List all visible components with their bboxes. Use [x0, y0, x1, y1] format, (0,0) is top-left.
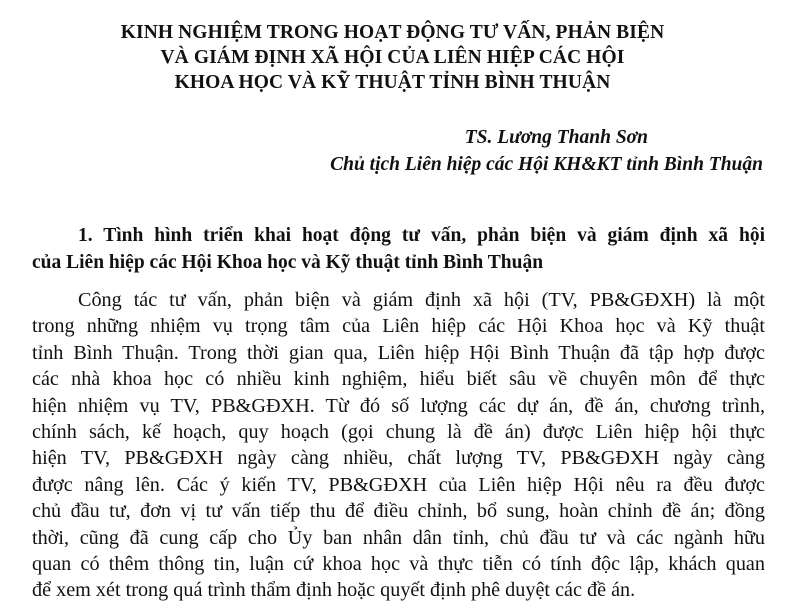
paragraph-line: các nhà khoa học có nhiều kinh nghiệm, hiểu biết sâu về chuyên môn để thực: [32, 368, 765, 391]
author-name: TS. Lương Thanh Sơn: [464, 127, 648, 148]
paragraph-line: hiện nhiệm vụ TV, PB&GĐXH. Từ đó số lượng các dự án, đề án, chương trình,: [32, 394, 765, 417]
paragraph-line: chính sách, kế hoạch, quy hoạch (gọi chung là đề án) được Liên hiệp hội thực: [32, 421, 765, 444]
section-heading: [32, 222, 765, 276]
title-line: KINH NGHIỆM TRONG HOẠT ĐỘNG TƯ VẤN, PHẢN BIỆN: [120, 22, 665, 43]
paragraph-line: chủ đầu tư, đơn vị tư vấn tiếp thu để điều chỉnh, bổ sung, hoàn chỉnh đề án; đồng: [32, 500, 765, 523]
title-line: KHOA HỌC VÀ KỸ THUẬT TỈNH BÌNH THUẬN: [174, 72, 611, 93]
paragraph-line: hiện TV, PB&GĐXH ngày càng nhiều, chất lượng TV, PB&GĐXH ngày càng: [32, 447, 765, 470]
paragraph-line: trong những nhiệm vụ trọng tâm của Liên hiệp các Hội Khoa học và Kỹ thuật: [32, 315, 765, 338]
paragraph-line: được nâng lên. Các ý kiến TV, PB&GĐXH của Liên hiệp Hội nêu ra đều được: [32, 473, 765, 496]
paragraph-line: để xem xét trong quá trình thẩm định hoặc quyết định phê duyệt các đề án.: [32, 579, 636, 602]
body-paragraph: [32, 287, 765, 604]
paragraph-line: tỉnh Bình Thuận. Trong thời gian qua, Liên hiệp Hội Bình Thuận đã tập hợp được: [32, 341, 765, 364]
author-block: [330, 124, 763, 178]
author-role: Chủ tịch Liên hiệp các Hội KH&KT tỉnh Bình Thuận: [330, 154, 763, 175]
paragraph-line: thời, cũng đã cung cấp cho Ủy ban nhân dân tỉnh, chủ đầu tư và các ngành hữu: [32, 526, 765, 549]
title-line: VÀ GIÁM ĐỊNH XÃ HỘI CỦA LIÊN HIỆP CÁC HỘI: [160, 47, 625, 68]
section-heading-line: 1. Tình hình triển khai hoạt động tư vấn, phản biện và giám định xã hội: [78, 225, 765, 246]
paragraph-line: quan có thêm thông tin, luận cứ khoa học và thực tiễn có tính độc lập, khách quan: [32, 553, 765, 576]
section-heading-line: của Liên hiệp các Hội Khoa học và Kỹ thuật tỉnh Bình Thuận: [32, 252, 544, 273]
paragraph-line: Công tác tư vấn, phản biện và giám định xã hội (TV, PB&GĐXH) là một: [78, 289, 765, 311]
document-title: [0, 20, 785, 95]
